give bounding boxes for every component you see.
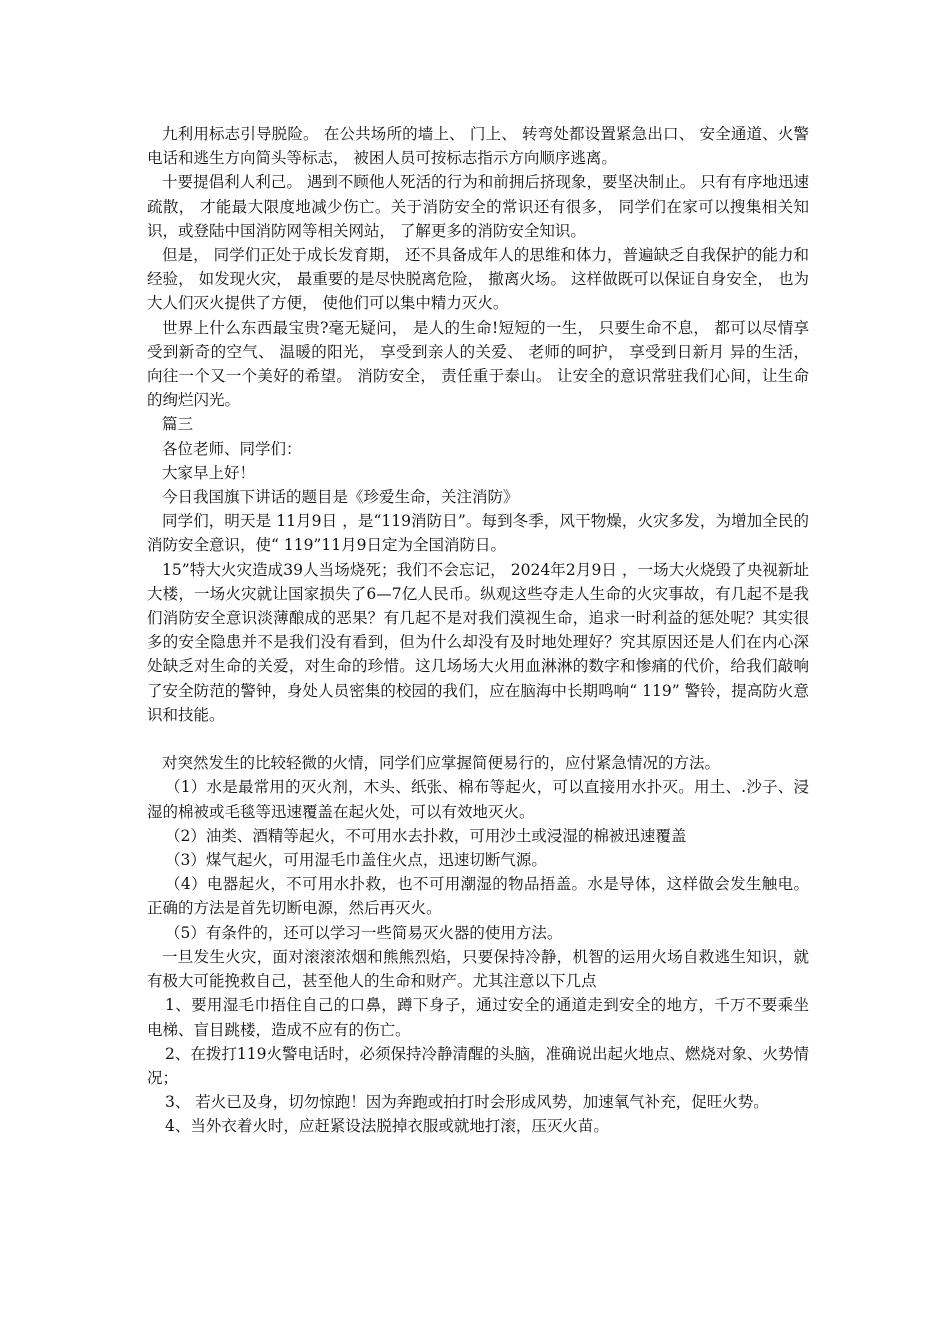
list-item-method-4: （4）电器起火，不可用水扑救，也不可用潮湿的物品捂盖。水是导体，这样做会发生触电。正确的方法是首先切断电源，然后再灭火。 [147,875,809,918]
list-item-tip-3: 3、 若火已及身，切勿惊跑！因为奔跑或拍打时会形成风势，加速氧气补充，促旺火势。 [165,1093,769,1112]
paragraph-students-escape: 但是， 同学们正处于成长发育期， 还不具备成年人的思维和体力，普遍缺乏自我保护的能力和经验， 如发现火灾， 最重要的是尽快脱离危险， 撤离火场。 这样做既可以保证自身安全， 也为大人们灭火提供了方便， 使他们可以集中精力灭火。 [147,246,809,313]
greeting: 大家早上好！ [162,463,256,482]
list-item-method-3: （3）煤气起火，可用湿毛巾盖住火点，迅速切断气源。 [165,851,547,870]
blank-line [147,727,809,751]
paragraph-life-precious: 世界上什么东西最宝贵?毫无疑问， 是人的生命!短短的一生， 只要生命不息， 都可以尽情享受到新奇的空气、 温暖的阳光， 享受到亲人的关爱、 老师的呵护， 享受到日新月 异的生活， 向往一个又一个美好的希望。 消防安全， 责任重于泰山。 让安全的意识常驻我们心间，让生命的绚烂闪光。 [147,318,809,410]
paragraph-minor-fires-intro: 对突然发生的比较轻微的火情，同学们应掌握简便易行的，应付紧急情况的方法。 [162,754,721,773]
paragraph-fire-disasters: 15”特大火灾造成39人当场烧死；我们不会忘记， 2024年2月9日 ，一场大火烧毁了央视新址大楼，一场火灾就让国家损失了6—7亿人民币。纵观这些夺走人生命的火灾事故，有几起不是我们消防安全意识淡薄酿成的恶果？有几起不是对我们漠视生命，追求一时利益的惩处呢？其实很多的安全隐患并不是我们没有看到，但为什么却没有及时地处理好？究其原因还是人们在内心深处缺乏对生命的关爱，对生命的珍惜。这几场场大火用血淋淋的数字和惨痛的代价，给我们敲响了安全防范的警钟，身处人员密集的校园的我们，应在脑海中长期鸣响“ 119” 警铃，提高防火意识和技能。 [147,560,809,724]
section-heading: 篇三 [162,415,194,434]
paragraph-use-signs: 九利用标志引导脱险。 在公共场所的墙上、 门上、 转弯处都设置紧急出口、 安全通道、火警电话和逃生方向简头等标志， 被困人员可按标志指示方向顺序逃离。 [147,125,809,168]
list-item-tip-1: 1、要用湿毛巾捂住自己的口鼻，蹲下身子，通过安全的通道走到安全的地方，千万不要乘坐电梯、盲目跳楼，造成不应有的伤亡。 [147,996,809,1039]
list-item-method-1: （1）水是最常用的灭火剂，木头、纸张、棉布等起火，可以直接用水扑灭。用土、.沙子、浸湿的棉被或毛毯等迅速覆盖在起火处，可以有效地灭火。 [147,778,809,821]
paragraph-self-rescue-intro: 一旦发生火灾，面对滚滚浓烟和熊熊烈焰，只要保持冷静，机智的运用火场自救逃生知识，就有极大可能挽救自己，甚至他人的生命和财产。尤其注意以下几点 [147,947,809,991]
paragraph-help-others: 十要提倡利人利己。 遇到不顾他人死活的行为和前拥后挤现象，要坚决制止。 只有有序地迅速疏散， 才能最大限度地减少伤亡。关于消防安全的常识还有很多， 同学们在家可以搜集相关知识，或登陆中国消防网等相关网站， 了解更多的消防安全知识。 [147,173,809,240]
list-item-method-2: （2）油类、酒精等起火，不可用水去扑救，可用沙土或浸湿的棉被迅速覆盖 [165,826,687,845]
document-body [147,122,809,1139]
paragraph-fire-day: 同学们，明天是 11月9日 ，是“119消防日”。每到冬季，风干物燥，火灾多发，为增加全民的消防安全意识，使“ 119”11月9日定为全国消防日。 [147,512,809,555]
list-item-tip-2: 2、在拨打119火警电话时，必须保持冷静清醒的头脑，准确说出起火地点、燃烧对象、火势情况； [147,1044,809,1087]
speech-title-line: 今日我国旗下讲话的题目是《珍爱生命，关注消防》 [162,488,519,507]
salutation: 各位老师、同学们： [162,439,302,458]
list-item-method-5: （5）有条件的，还可以学习一些简易灭火器的使用方法。 [165,923,563,942]
list-item-tip-4: 4、当外衣着火时，应赶紧设法脱掉衣服或就地打滚，压灭火苗。 [165,1117,609,1136]
